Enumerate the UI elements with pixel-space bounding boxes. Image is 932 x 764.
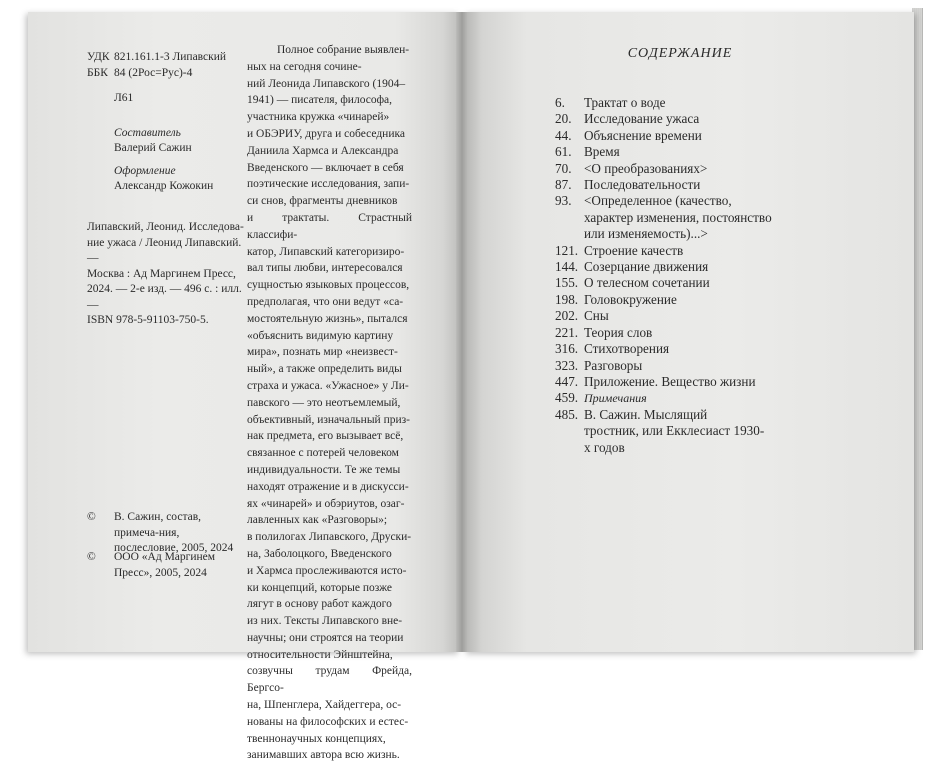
toc-item: [555, 161, 805, 177]
bibliographic-record: [87, 220, 247, 329]
toc-page-number: 459.: [555, 390, 579, 406]
toc-item: [555, 325, 805, 341]
toc-entry-title: Объяснение времени: [584, 127, 702, 143]
toc-page-number: 44.: [555, 127, 572, 143]
toc-entry-title: Разговоры: [584, 357, 643, 373]
toc-entry-title: Время: [584, 144, 620, 160]
toc-page-number: 323.: [555, 357, 579, 373]
toc-page-number: 70.: [555, 160, 572, 176]
toc-entry-title: <Определенное (качество, характер изменения, постоянство или изменяемость)...>: [584, 193, 772, 242]
bib-line: ние ужаса / Леонид Липавский. —: [87, 236, 242, 264]
annotation-line: занимавших автора всю жизнь.: [247, 749, 400, 762]
toc-item: [555, 341, 805, 357]
toc-item: [555, 275, 805, 291]
toc-entry-title: <О преобразованиях>: [584, 160, 708, 176]
toc-page-number: 221.: [555, 324, 579, 340]
toc-page-number: 202.: [555, 308, 579, 324]
annotation-line: павского — это неотъемлемый,: [247, 396, 401, 409]
annotation-line: относительности Эйнштейна,: [247, 648, 393, 661]
annotation-line: находят отражение и в дискусси-: [247, 480, 409, 493]
toc-entry-title: Головокружение: [584, 291, 677, 307]
annotation-line: связанное с потерей человеком: [247, 447, 399, 460]
annotation: [247, 42, 412, 764]
annotation-line: нованы на философских и естес-: [247, 715, 409, 728]
annotation-line: ный», а также определить виды: [247, 363, 402, 376]
copyright-text: В. Сажин, состав, примеча-ния, послесловие, 2005, 2024: [114, 511, 234, 554]
toc-entry-title: Приложение. Вещество жизни: [584, 373, 756, 389]
udk-label: УДК: [87, 51, 110, 63]
toc-page-number: 485.: [555, 406, 579, 422]
annotation-line: и трактаты. Страстный классифи-: [247, 211, 412, 241]
annotation-line: созвучны трудам Фрейда, Бергсо-: [247, 665, 412, 695]
toc-item: [555, 111, 805, 127]
compiler-label: Составитель: [114, 127, 181, 139]
annotation-line: научны; они строятся на теории: [247, 631, 404, 644]
annotation-line: 1941) — писателя, философа,: [247, 94, 393, 107]
toc-entry-title: Последовательности: [584, 177, 701, 193]
copyright-icon: ©: [87, 551, 96, 563]
copyright-icon: ©: [87, 511, 96, 523]
annotation-line: вал типы любви, интересовался: [247, 262, 403, 275]
udk-value: 821.161.1-3 Липавский: [114, 51, 227, 63]
toc-item: [555, 390, 805, 406]
compiler-name: Валерий Сажин: [114, 142, 192, 154]
annotation-line: Полное собрание выявлен-: [277, 44, 410, 56]
toc-entry-title: Примечания: [584, 391, 647, 406]
annotation-line: на, Заболоцкого, Введенского: [247, 547, 392, 560]
annotation-line: на, Шпенглера, Хайдеггера, ос-: [247, 699, 402, 712]
toc-item: [555, 177, 805, 193]
bbk-value: 84 (2Рос=Рус)-4: [114, 67, 193, 79]
toc-item: [555, 128, 805, 144]
toc-entry-title: Созерцание движения: [584, 259, 709, 275]
annotation-line: лягут в основу работ каждого: [247, 598, 392, 611]
design-label: Оформление: [114, 165, 176, 177]
annotation-line: индивидуальности. Те же темы: [247, 463, 401, 476]
copyright-text: ООО «Ад Маргинем Пресс», 2005, 2024: [114, 551, 216, 579]
annotation-line: в полилогах Липавского, Друски-: [247, 531, 412, 544]
toc-page-number: 87.: [555, 177, 572, 193]
copyright-publisher: [87, 550, 242, 581]
toc-item: [555, 144, 805, 160]
toc-page-number: 20.: [555, 111, 572, 127]
toc-page-number: 93.: [555, 193, 572, 209]
annotation-line: си снов, фрагменты дневников: [247, 195, 398, 208]
toc-page-number: 144.: [555, 259, 579, 275]
annotation-line: ных на сегодня сочине-: [247, 60, 362, 73]
bib-line: Липавский, Леонид. Исследова-: [87, 221, 244, 233]
annotation-line: «объяснить видимую картину: [247, 329, 394, 342]
bbk-label: ББК: [87, 67, 108, 79]
annotation-line: мостоятельную жизнь», пытался: [247, 312, 408, 325]
annotation-line: и Хармса прослеживаются исто-: [247, 564, 407, 577]
annotation-line: из них. Тексты Липавского вне-: [247, 615, 403, 628]
annotation-line: мира», познать мир «неизвест-: [247, 346, 398, 359]
annotation-line: ний Леонида Липавского (1904–: [247, 77, 406, 90]
toc-item: [555, 193, 805, 242]
toc-page-number: 61.: [555, 144, 572, 160]
annotation-line: лавленных как «Разговоры»;: [247, 514, 388, 527]
annotation-line: предполагая, что они ведут «са-: [247, 295, 404, 308]
toc-page-number: 447.: [555, 373, 579, 389]
bib-line: 2024. — 2-е изд. — 496 с. : илл. —: [87, 283, 242, 311]
annotation-line: ях «чинарей» и обэриутов, озаг-: [247, 497, 405, 510]
design-name: Александр Кожокин: [114, 180, 214, 192]
toc-entry-title: Трактат о воде: [584, 95, 666, 110]
toc-item: [555, 308, 805, 324]
toc-item: [555, 374, 805, 390]
annotation-line: нак предмета, его вызывает всё,: [247, 430, 404, 443]
toc-entry-title: Теория слов: [584, 324, 653, 340]
toc-item: [555, 407, 805, 456]
bbk-row: [87, 66, 192, 82]
toc-page-number: 198.: [555, 291, 579, 307]
toc-entry-title: Строение качеств: [584, 242, 684, 258]
annotation-line: катор, Липавский категоризиро-: [247, 245, 405, 258]
toc-item: [555, 358, 805, 374]
annotation-line: Даниила Хармса и Александра: [247, 144, 399, 157]
annotation-line: и ОБЭРИУ, друга и собеседника: [247, 127, 405, 140]
toc-page-number: 316.: [555, 341, 579, 357]
toc-title: СОДЕРЖАНИЕ: [627, 46, 733, 61]
annotation-line: поэтические исследования, запи-: [247, 178, 410, 191]
book-spine: [456, 12, 468, 652]
table-of-contents: [555, 95, 805, 456]
toc-entry-title: Сны: [584, 308, 609, 324]
toc-page-number: 6.: [555, 95, 565, 110]
toc-item: [555, 243, 805, 259]
author-mark: Л61: [114, 92, 134, 104]
annotation-line: твеннонаучных концепциях,: [247, 732, 386, 745]
toc-item: [555, 259, 805, 275]
annotation-line: участника кружка «чинарей»: [247, 111, 390, 124]
udk-row: [87, 50, 226, 66]
annotation-line: Введенского — включает в себя: [247, 161, 404, 174]
annotation-line: ки концепций, которые позже: [247, 581, 392, 594]
toc-entry-title: Стихотворения: [584, 341, 670, 357]
toc-item: [555, 95, 805, 111]
toc-item: [555, 292, 805, 308]
annotation-line: страха и ужаса. «Ужасное» у Ли-: [247, 379, 409, 392]
toc-page-number: 155.: [555, 275, 579, 291]
toc-entry-title: О телесном сочетании: [584, 275, 710, 291]
annotation-line: объективный, изначальный приз-: [247, 413, 411, 426]
bib-line: Москва : Ад Маргинем Пресс,: [87, 267, 236, 280]
bib-line: ISBN 978-5-91103-750-5.: [87, 314, 209, 326]
annotation-line: сущностью языковых процессов,: [247, 279, 410, 292]
toc-entry-title: Исследование ужаса: [584, 111, 700, 127]
toc-page-number: 121.: [555, 242, 579, 258]
toc-entry-title: В. Сажин. Мыслящий тростник, или Екклесиаст 1930-х годов: [584, 406, 765, 455]
